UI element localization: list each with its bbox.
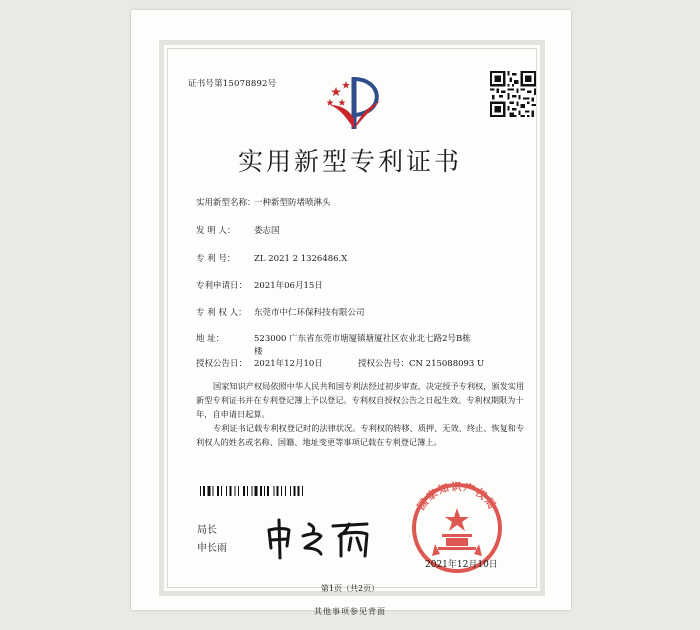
seal-date: 2021年12月10日	[425, 560, 498, 570]
field-label: 实用新型名称：	[196, 198, 256, 208]
statement-paragraph-1: 国家知识产权局依照中华人民共和国专利法经过初步审查，决定授予专利权，颁发实用新型专利证书并在专利登记簿上予以登记。专利权自授权公告之日起生效。专利权期限为十年，自申请日起算。	[196, 381, 525, 419]
field-label: 授权公告号：	[358, 359, 410, 369]
statement-paragraph-2: 专利证书记载专利权登记时的法律状况。专利权的转移、质押、无效、终止、恢复和专利权人的姓名或名称、国籍、地址变更等事项记载在专利登记簿上。	[196, 423, 525, 447]
signatory-name: 申长雨	[197, 543, 227, 554]
field-grant-date	[196, 357, 484, 369]
certificate-number: 证书号第15078892号	[188, 79, 277, 89]
field-value: 娄志国	[254, 226, 280, 236]
field-label: 发 明 人：	[196, 226, 236, 236]
field-value: ZL 2021 2 1326486.X	[254, 254, 348, 264]
svg-text:国家知识产权局: 国家知识产权局	[415, 481, 499, 513]
field-utility-model-name	[196, 196, 331, 208]
page-number: 第1页（共2页）	[320, 584, 380, 593]
footer-note: 其他事项参见背面	[314, 607, 386, 616]
field-label: 地 址：	[196, 334, 225, 344]
field-address	[196, 332, 471, 344]
signatory-title: 局长	[197, 525, 217, 536]
field-label: 专 利 权 人：	[196, 308, 247, 318]
field-label: 专 利 号：	[196, 254, 236, 264]
handwritten-signature-icon	[263, 514, 383, 562]
field-patentee	[196, 306, 365, 318]
field-value: 一种新型防堵喷淋头	[254, 198, 331, 208]
field-value: CN 215088093 U	[409, 359, 485, 369]
document-title: 实用新型专利证书	[237, 147, 462, 176]
field-value: 2021年06月15日	[254, 281, 323, 291]
field-value: 2021年12月10日	[254, 359, 323, 369]
cnipa-logo-icon	[324, 71, 386, 133]
field-value: 东莞市中仁环保科技有限公司	[254, 308, 365, 318]
barcode-icon	[200, 486, 340, 496]
field-patent-number	[196, 252, 347, 264]
field-application-date	[196, 279, 323, 291]
field-inventor	[196, 224, 280, 236]
field-label: 授权公告日：	[196, 359, 248, 369]
field-label: 专利申请日：	[196, 281, 248, 291]
field-address-continued: 楼	[254, 347, 263, 357]
field-value: 523000 广东省东莞市塘厦镇塘厦社区农业北七路2号B栋	[254, 334, 471, 344]
qr-code-icon	[490, 71, 536, 117]
